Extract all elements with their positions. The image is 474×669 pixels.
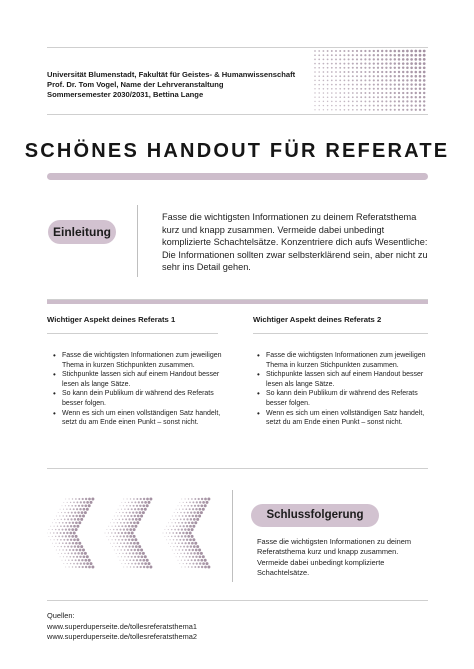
aspect-1-bullet: • So kann dein Publikum dir während des Referats besser folgen. [62, 389, 222, 408]
aspect-1-bullet: • Wenn es sich um einen vollständigen Satz handelt, setzt du am Ende einen Punkt – sonst nicht. [62, 409, 222, 428]
aspect-2-bullet: • Wenn es sich um einen vollständigen Satz handelt, setzt du am Ende einen Punkt – sonst nicht. [266, 409, 428, 428]
aspect-2-bullet: • Stichpunkte lassen sich auf einem Handout besser lesen als lange Sätze. [266, 370, 428, 389]
aspect-2-bullet: • Fasse die wichtigsten Informationen zum jeweiligen Thema in kurzen Stichpunkten zusammen. [266, 351, 428, 370]
semester-line: Sommersemester 2030/2031, Bettina Lange [47, 90, 204, 99]
professor-line: Prof. Dr. Tom Vogel, Name der Lehrveranstaltung [47, 80, 224, 89]
course-header [47, 70, 327, 100]
aspect-2-bullet: • So kann dein Publikum dir während des Referats besser folgen. [266, 389, 428, 408]
section-band [47, 300, 428, 304]
source-link-2[interactable]: www.superduperseite.de/tollesreferatsthema2 [47, 632, 197, 642]
chevron-arrow-3 [163, 498, 211, 569]
decorative-dot-pattern [312, 48, 428, 114]
page-title: SCHÖNES HANDOUT FÜR REFERATE [24, 140, 450, 162]
aspect-1-bullet-list [52, 351, 222, 428]
conclusion-divider [232, 490, 233, 582]
decorative-chevron-arrows [47, 497, 217, 569]
aspect-2-bullet-list [256, 351, 428, 428]
aspect-1-heading: Wichtiger Aspekt deines Referats 1 [47, 315, 176, 324]
intro-divider [137, 205, 138, 277]
sources-label: Quellen: [47, 611, 75, 620]
aspect-1-bullet: • Stichpunkte lassen sich auf einem Handout besser lesen als lange Sätze. [62, 370, 222, 389]
conclusion-text: Fasse die wichtigsten Informationen zu deinem Referatsthema kurz und knapp zusammen. Vermeide dabei unbedingt komplizierte Schachtelsätze. [257, 537, 412, 577]
aspect-1-bullet: • Fasse die wichtigsten Informationen zum jeweiligen Thema in kurzen Stichpunkten zusammen. [62, 351, 222, 370]
aspects-bottom-rule [47, 468, 428, 469]
intro-text: Fasse die wichtigsten Informationen zu deinem Referatsthema kurz und knapp zusammen. Vermeide dabei unbedingt komplizierte Schachtelsätze. Konzentriere dich aufs Wesentliche: Die Informationen sollten zwar selbsterklärend sein, aber nicht zu sehr ins Detail gehen. [162, 212, 428, 273]
chevron-arrow-1 [47, 498, 94, 569]
chevron-arrow-2 [105, 498, 153, 569]
university-line: Universität Blumenstadt, Fakultät für Geistes- & Humanwissenschaft [47, 70, 296, 79]
conclusion-label: Schlussfolgerung [251, 504, 379, 527]
sources-rule [47, 600, 428, 601]
header-bottom-rule [47, 114, 428, 115]
aspect-1-rule [47, 333, 218, 334]
source-link-1[interactable]: www.superduperseite.de/tollesreferatsthema1 [47, 621, 197, 631]
sources-block [47, 611, 197, 643]
title-underline-bar [47, 173, 428, 180]
aspect-2-heading: Wichtiger Aspekt deines Referats 2 [253, 315, 382, 324]
intro-label: Einleitung [48, 220, 116, 244]
aspect-2-rule [253, 333, 428, 334]
